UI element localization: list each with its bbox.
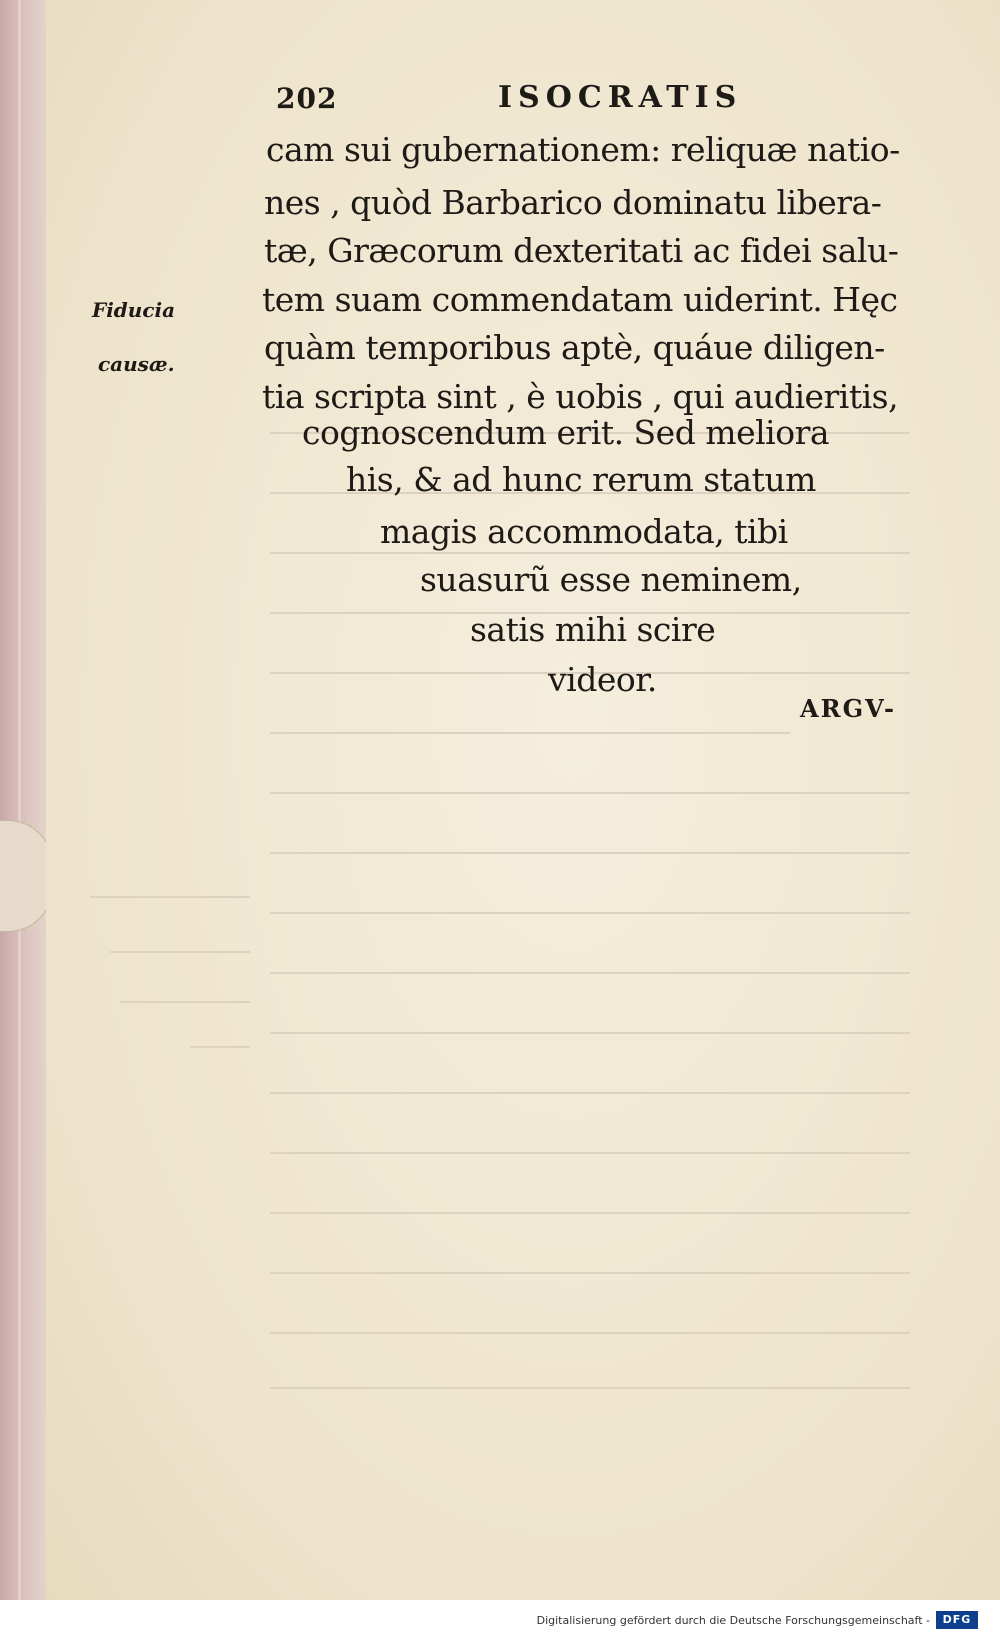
body-line-8: his, & ad hunc rerum statum bbox=[346, 460, 816, 499]
body-line-1: cam sui gubernationem: reliquæ natio- bbox=[266, 130, 900, 169]
body-line-10: suasurũ esse neminem, bbox=[420, 560, 802, 599]
body-line-3: tæ, Græcorum dexteritati ac fidei salu- bbox=[264, 231, 899, 270]
body-line-12: videor. bbox=[548, 660, 657, 699]
marginal-note-line-1: Fiducia bbox=[92, 298, 176, 322]
running-head: ISOCRATIS bbox=[498, 80, 743, 115]
body-line-2: nes , quòd Barbarico dominatu libera- bbox=[264, 183, 882, 222]
edge-ridge bbox=[18, 0, 21, 1600]
catchword: ARGV- bbox=[800, 694, 896, 723]
body-line-7: cognoscendum erit. Sed meliora bbox=[302, 413, 830, 452]
page-number: 202 bbox=[276, 82, 338, 115]
dfg-logo: DFG bbox=[936, 1611, 978, 1629]
footer-credit: Digitalisierung gefördert durch die Deutsche Forschungsgemeinschaft - bbox=[536, 1614, 930, 1627]
body-line-4: tem suam commendatam uiderint. Hęc bbox=[262, 280, 898, 319]
body-line-9: magis accommodata, tibi bbox=[380, 512, 788, 551]
body-line-11: satis mihi scire bbox=[470, 610, 716, 649]
fore-edge bbox=[0, 0, 47, 1600]
marginal-note-line-2: causæ. bbox=[98, 352, 175, 376]
body-line-5: quàm temporibus aptè, quáue diligen- bbox=[264, 328, 885, 367]
footer-bar bbox=[0, 1600, 1000, 1637]
body-line-6: tia scripta sint , è uobis , qui audieritis, bbox=[262, 377, 899, 416]
